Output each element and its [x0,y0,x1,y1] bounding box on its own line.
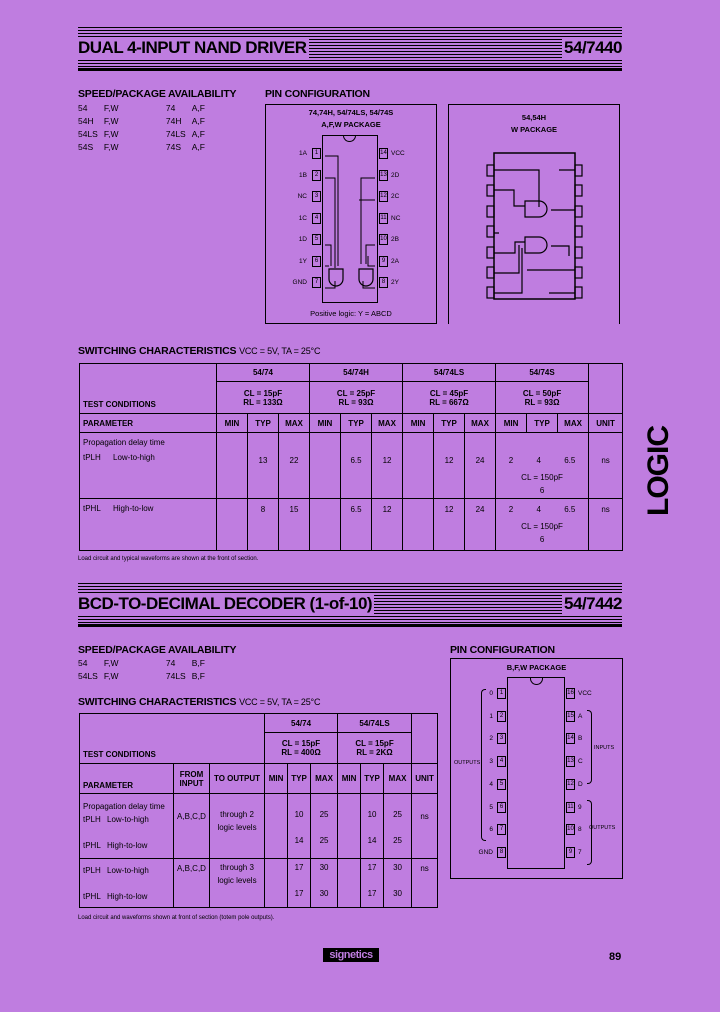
param-header-row [80,414,623,433]
rl-value: RL = 133Ω [243,397,283,407]
pin-12: 12 [379,191,388,202]
min-header: MIN [403,414,434,433]
pin-diagram-dip14 [265,104,437,324]
value: 25 [393,810,402,819]
pin-8: 8 [497,847,506,858]
pin-label: 8 [578,826,582,834]
value-cell [384,794,412,859]
value [339,887,359,900]
speed-cell: F,W [103,658,119,668]
min-header: MIN [217,414,248,433]
pin-3: 3 [497,733,506,744]
parameter-header: PARAMETER [80,764,174,794]
value-cell [310,433,341,499]
value [339,808,359,821]
speed-cell: 54LS [78,129,98,139]
value: 4 [536,456,541,465]
value: 25 [393,836,402,845]
value-cell: 12 [372,433,403,499]
pin-label: 3 [489,758,493,766]
typ-header: TYP [341,414,372,433]
speed-cell: 54LS [78,671,98,681]
pin-5: 5 [497,779,506,790]
pin-label: A [578,712,583,720]
max-header: MAX [558,414,589,433]
to-output-cell: through 2 logic levels [210,794,265,859]
pin-label: 1 [489,712,493,720]
note-value: 6 [539,486,545,495]
value-row [497,505,587,514]
speed-cell: A,F [191,103,205,113]
value-cell [265,794,288,859]
value-row [497,456,587,465]
pin-13: 13 [379,170,388,181]
speed-cell: A,F [191,142,205,152]
inputs-label: INPUTS [594,745,615,751]
param-symbol: tPHL [83,891,101,901]
value-cell: 22 [279,433,310,499]
group-name: 54/74 [217,364,310,382]
load-conditions [265,733,338,764]
speed-cell: 54 [78,658,88,668]
pkg1-sub: A,F,W PACKAGE [321,120,381,129]
param-text: High-to-low [113,504,154,513]
outputs-label-left: OUTPUTS [454,760,481,766]
value-cell: 13 [248,433,279,499]
section1-part-number: 54/7440 [564,38,622,57]
pin-3: 3 [312,191,321,202]
parameter-header: PARAMETER [80,414,217,433]
pin-7: 7 [312,277,321,288]
speed-cell: A,F [191,129,205,139]
value: 14 [294,836,304,845]
typ-header: TYP [248,414,279,433]
value-cell [311,859,338,908]
pin-4: 4 [497,756,506,767]
param-text: Low-to-high [107,815,149,824]
value-cell [338,794,361,859]
prop-delay-label: Propagation delay time [83,802,165,811]
pin-heading-2: PIN CONFIGURATION [450,644,555,656]
section2-banner [78,583,622,627]
pin-1: 1 [312,148,321,159]
value [339,861,359,874]
speed-cell: 54H [78,116,94,126]
load-conditions [217,382,310,414]
value-cell [288,794,311,859]
pin-13: 13 [566,756,575,767]
switching-heading-text: SWITCHING CHARACTERISTICS [78,696,237,708]
pin-label: 0 [489,690,493,697]
value: 10 [367,810,377,819]
value-cell [403,499,434,551]
group-name: 54/74LS [403,364,496,382]
pin-6: 6 [312,256,321,267]
pin-2: 2 [497,711,506,722]
typ-header: TYP [361,764,384,794]
param-symbol: tPHL [83,504,101,513]
rl-value: RL = 93Ω [524,397,560,407]
pin-label: GND [292,279,307,286]
flatpack-schematic [449,105,621,325]
value-cell: 15 [279,499,310,551]
pin-label: 2Y [391,279,399,286]
value-cell [384,859,412,908]
pin-label: 1D [298,236,307,243]
max-header: MAX [465,414,496,433]
speed-heading-1: SPEED/PACKAGE AVAILABILITY [78,88,237,100]
parameter-cell [80,499,217,551]
value-cell [496,433,589,499]
pin-11: 11 [566,802,575,813]
pin-label: VCC [578,690,592,697]
logic-equation: Positive logic: Y = ABCD [310,309,392,318]
pin-16: 16 [566,688,575,699]
value-cell [361,859,384,908]
value [339,834,359,847]
pin-7: 7 [497,824,506,835]
switching-heading-text: SWITCHING CHARACTERISTICS [78,345,237,357]
pin-label: C [578,758,583,766]
pkg2-sub: W PACKAGE [510,125,558,134]
pin-label: 2D [391,171,400,179]
pkg1-title: 74,74H, 54/74LS, 54/74S [308,108,394,117]
outputs-label-right: OUTPUTS [589,825,616,831]
section1-title: DUAL 4-INPUT NAND DRIVER [78,38,307,57]
cl-value: CL = 25pF [336,388,376,398]
min-header: MIN [496,414,527,433]
prop-delay-label: Propagation delay time [83,438,165,447]
param-text: Low-to-high [113,453,155,462]
outputs-right-brace [587,800,592,865]
unit-cell: ns [412,794,438,859]
table-row [80,794,438,859]
unit-cell: ns [412,859,438,908]
unit-header: UNIT [589,414,623,433]
speed-row [78,657,216,670]
pin-4: 4 [312,213,321,224]
value-cell [403,433,434,499]
from-input-cell: A,B,C,D [174,859,210,908]
pin-label: 2B [391,236,399,243]
min-header: MIN [265,764,288,794]
inputs-brace [587,710,592,784]
value-cell [338,859,361,908]
pin-9: 9 [566,847,575,858]
speed-cell: F,W [103,103,119,113]
pin-14: 14 [379,148,388,159]
switching-conditions: VCC = 5V, TA = 25°C [239,697,321,707]
value-cell [217,499,248,551]
pin-9: 9 [379,256,388,267]
value: 10 [294,810,304,819]
load-conditions [496,382,589,414]
switching-table-2 [79,713,438,908]
value-cell [288,859,311,908]
value: 17 [294,863,304,872]
value: 30 [393,863,402,872]
test-conditions-header: TEST CONDITIONS [80,714,265,764]
max-header: MAX [372,414,403,433]
speed-table-1 [78,102,216,154]
value-cell: 6.5 [341,499,372,551]
value-cell: 24 [465,499,496,551]
pin-label: GND [478,848,493,856]
value: 17 [367,863,377,872]
value-cell: 12 [434,499,465,551]
rl-value: RL = 667Ω [429,397,469,407]
parameter-cell [80,794,174,859]
pin-6: 6 [497,802,506,813]
min-header: MIN [338,764,361,794]
value [266,887,286,900]
table-row [80,499,623,551]
value-cell [265,859,288,908]
pin-10: 10 [566,824,575,835]
pin-1: 1 [497,688,506,699]
rl-value: RL = 93Ω [338,397,374,407]
value [266,834,286,847]
logic-text: LOGIC [642,426,675,516]
section1-banner [78,27,622,71]
to-output-cell: through 3 logic levels [210,859,265,908]
pin-heading-1: PIN CONFIGURATION [265,88,370,100]
load-conditions [310,382,403,414]
max-header: MAX [311,764,338,794]
speed-cell: 74LS [165,129,186,139]
value-cell [361,794,384,859]
param-symbol: tPHL [83,841,101,850]
speed-row [78,670,216,683]
param-header-row [80,764,438,794]
speed-cell: 74LS [165,671,186,681]
rl-value: RL = 400Ω [281,748,321,757]
switching-heading-1 [78,345,320,357]
speed-cell: F,W [103,671,119,681]
test-conditions-header: TEST CONDITIONS [80,364,217,414]
pin-label: 9 [578,803,582,811]
note-cl: CL = 150pF [521,522,563,531]
param-desc [83,813,172,826]
value-cell: 8 [248,499,279,551]
pin-label: 1Y [299,257,307,265]
typ-header: TYP [434,414,465,433]
speed-cell: F,W [103,142,119,152]
unit-cell: ns [589,499,623,551]
speed-cell: B,F [191,658,205,668]
footnote-1: Load circuit and typical waveforms are shown at the front of section. [78,556,259,562]
switching-conditions: VCC = 5V, TA = 25°C [239,346,321,356]
pin-15: 15 [566,711,575,722]
group-header-row [80,364,623,382]
speed-table-2 [78,657,216,683]
pin-label: D [578,780,583,788]
table-row [80,433,623,499]
pin-12: 12 [566,779,575,790]
speed-row [78,102,216,115]
nand-gates-schematic [323,136,379,304]
cl-value: CL = 15pF [243,388,283,398]
param-text: Low-to-high [107,865,149,875]
value: 6.5 [564,456,576,465]
speed-cell: B,F [191,671,205,681]
load-conditions [338,733,412,764]
switching-table-1 [79,363,623,551]
value-cell: 6.5 [341,433,372,499]
value-cell: 12 [434,433,465,499]
speed-cell: F,W [103,129,119,139]
speed-cell: A,F [191,116,205,126]
speed-cell: 54S [78,142,94,152]
value-cell [217,433,248,499]
param-desc [83,890,172,903]
value: 17 [367,889,377,898]
speed-row [78,141,216,154]
to-output-header: TO OUTPUT [210,764,265,794]
max-header: MAX [384,764,412,794]
min-header: MIN [310,414,341,433]
param-symbol: tPLH [83,815,101,824]
unit-spacer [589,364,623,414]
pin-11: 11 [379,213,388,224]
value: 25 [319,836,329,845]
value: 4 [536,505,541,514]
pin-14: 14 [566,733,575,744]
pin-diagram-dip16 [450,658,623,879]
pkg2-title: 54,54H [521,113,547,122]
pin-label: 2 [489,735,493,743]
unit-cell: ns [589,433,623,499]
value-cell [496,499,589,551]
speed-cell: 74 [165,658,176,668]
value-cell: 12 [372,499,403,551]
value: 30 [319,863,329,872]
value-cell: 24 [465,433,496,499]
value: 30 [393,889,402,898]
unit-header: UNIT [412,764,438,794]
cl-value: CL = 15pF [355,739,394,748]
pin-diagram-flatpack [448,104,620,324]
note-cl: CL = 150pF [521,473,563,482]
section2-title: BCD-TO-DECIMAL DECODER (1-of-10) [78,594,373,613]
typ-header: TYP [527,414,558,433]
parameter-cell [80,433,217,499]
pin-label: 6 [489,826,493,834]
pin-5: 5 [312,234,321,245]
speed-cell: 74 [165,103,176,113]
param-desc [83,864,172,877]
value: 25 [319,810,329,819]
pin-label: 2C [391,193,400,200]
pin-label: 1C [298,214,307,222]
pin-label: 4 [489,780,493,788]
pkg-title: B,F,W PACKAGE [506,663,567,672]
ic-body [322,135,378,303]
param-symbol: tPLH [83,453,101,462]
note-value: 6 [539,535,545,544]
param-desc [83,839,172,852]
param-desc [83,504,215,513]
speed-row [78,128,216,141]
speed-cell: 74H [165,116,182,126]
from-input-header: FROM INPUT [174,764,210,794]
signetics-logo: signetics [323,948,379,962]
value: 6.5 [564,505,576,514]
pin-label: 5 [489,803,493,811]
cl-value: CL = 50pF [522,388,562,398]
speed-cell: F,W [103,116,119,126]
cl-value: CL = 45pF [429,388,469,398]
table-row [80,859,438,908]
param-text: High-to-low [107,841,148,850]
pin-label: NC [391,214,401,222]
page-number: 89 [609,951,622,963]
typ-header: TYP [288,764,311,794]
group-name: 54/74H [310,364,403,382]
load-conditions [403,382,496,414]
group-name: 54/74 [265,714,338,733]
from-input-cell: A,B,C,D [174,794,210,859]
speed-cell: 74S [165,142,181,152]
speed-row [78,115,216,128]
footnote-2: Load circuit and waveforms shown at front of section (totem pole outputs). [78,915,275,921]
pin-label: 2A [391,257,399,265]
value [266,861,286,874]
switching-heading-2 [78,696,320,708]
pin-label: VCC [391,150,405,157]
pin-8: 8 [379,277,388,288]
pin-10: 10 [379,234,388,245]
ic-notch [530,677,543,685]
parameter-cell [80,859,174,908]
rl-value: RL = 2KΩ [356,748,393,757]
value-cell [311,794,338,859]
value: 30 [319,889,329,898]
pin-label: NC [297,193,307,200]
value: 2 [508,456,514,465]
group-header-row [80,714,438,733]
group-name: 54/74LS [338,714,412,733]
pin-2: 2 [312,170,321,181]
param-text: High-to-low [107,891,148,901]
group-name: 54/74S [496,364,589,382]
value: 17 [294,889,304,898]
pin-label: 1A [299,150,307,157]
value [266,808,286,821]
pin-label: 7 [578,848,582,856]
outputs-left-brace [481,689,486,841]
value: 14 [367,836,377,845]
logic-side-label [640,418,676,518]
value-cell [310,499,341,551]
param-symbol: tPLH [83,865,101,875]
cl-value: CL = 15pF [281,739,321,748]
pin-label: B [578,735,583,743]
max-header: MAX [279,414,310,433]
ic-body [507,677,565,869]
value: 2 [508,505,514,514]
param-desc [83,453,215,462]
speed-heading-2: SPEED/PACKAGE AVAILABILITY [78,644,237,656]
speed-cell: 54 [78,103,88,113]
section2-part-number: 54/7442 [564,594,622,613]
pin-label: 1B [299,171,307,179]
unit-spacer [412,714,438,764]
